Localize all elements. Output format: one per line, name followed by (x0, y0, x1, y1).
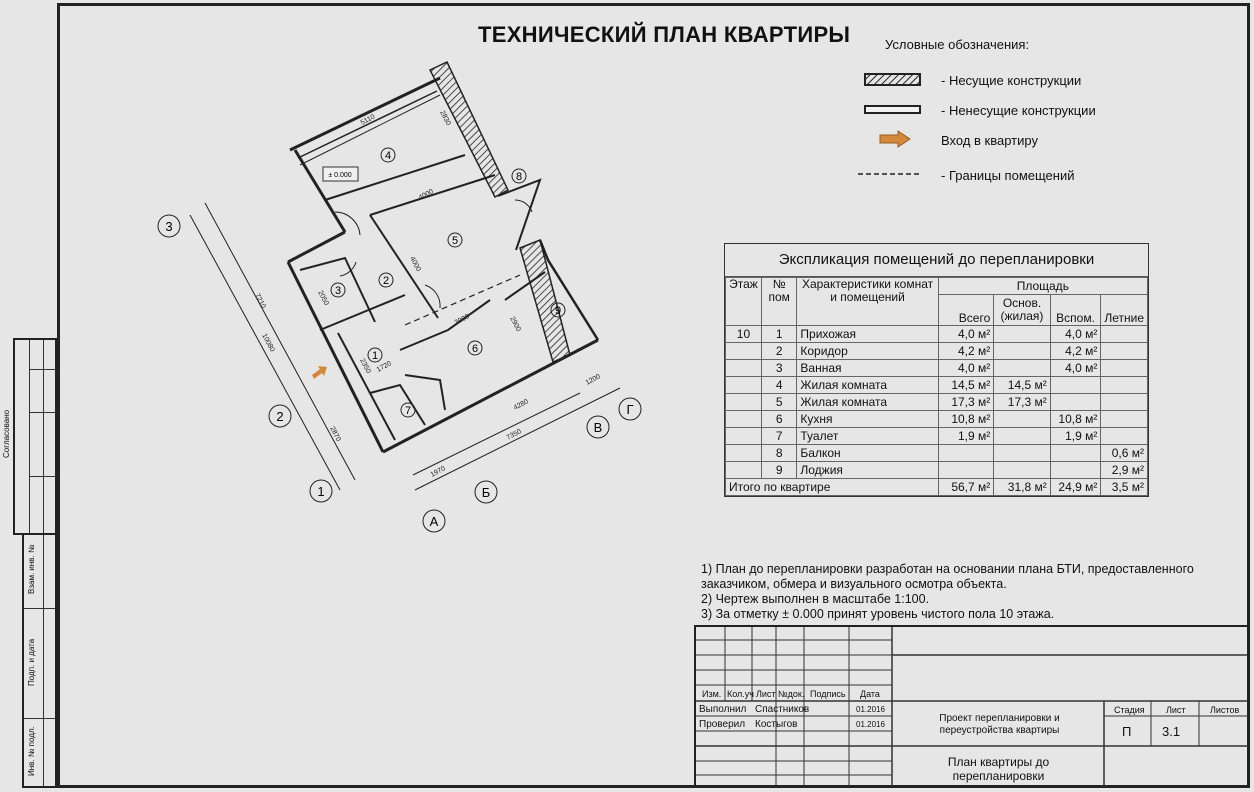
axis-marker (587, 416, 609, 438)
room-marker (381, 148, 395, 162)
cell-num: 6 (761, 411, 796, 428)
room-marker (448, 233, 462, 247)
agreed-grid (13, 338, 57, 535)
cell-summer (1101, 377, 1148, 394)
svg-text:Б: Б (481, 485, 491, 500)
explication-row (726, 343, 1148, 360)
cell-aux (1050, 377, 1101, 394)
stamp-stage: П (1122, 724, 1132, 739)
explication-row (726, 326, 1148, 343)
cell-name: Жилая комната (797, 377, 938, 394)
svg-text:7: 7 (404, 405, 412, 417)
dim-label: 1200 (584, 373, 602, 387)
svg-text:1: 1 (317, 484, 325, 499)
cell-main (994, 360, 1050, 377)
svg-text:В: В (593, 420, 603, 435)
explication-grid (725, 277, 1148, 496)
cell-summer (1101, 428, 1148, 445)
legend-entrance: Вход в квартиру (941, 133, 1038, 148)
partition-wall-symbol (864, 104, 922, 116)
cell-main: 14,5 м² (994, 377, 1050, 394)
dim-label: 4000 (417, 188, 435, 202)
dim-label: 2050 (316, 289, 330, 307)
stamp-check-label: Проверил (699, 719, 746, 730)
total-row (726, 479, 1148, 496)
col-total: Всего (938, 295, 994, 326)
cell-floor (726, 394, 762, 411)
stamp-col-sign: Подпись (810, 689, 846, 699)
cell-summer (1101, 394, 1148, 411)
axis-marker (269, 405, 291, 427)
cell-aux: 4,2 м² (1050, 343, 1101, 360)
stamp-col-doc: №док. (778, 689, 805, 699)
stamp-sheets-h: Листов (1210, 705, 1240, 715)
svg-text:5: 5 (451, 235, 459, 247)
cell-aux (1050, 445, 1101, 462)
stamp-done-label: Выполнил (699, 704, 747, 715)
cell-name: Балкон (797, 445, 938, 462)
cell-floor (726, 411, 762, 428)
stamp-check-name: Костыгов (755, 719, 798, 730)
svg-text:А: А (429, 514, 439, 529)
axis-marker (310, 480, 332, 502)
room-boundary-symbol (858, 170, 922, 178)
floor-plan (140, 55, 680, 545)
cell-main: 17,3 м² (994, 394, 1050, 411)
col-summer: Летние (1101, 295, 1148, 326)
total-main: 31,8 м² (994, 479, 1050, 496)
total-all: 56,7 м² (938, 479, 994, 496)
cell-num: 2 (761, 343, 796, 360)
explication-title: Экспликация помещений до перепланировки (725, 244, 1148, 277)
explication-row (726, 462, 1148, 479)
col-aux: Вспом. (1050, 295, 1101, 326)
col-area: Площадь (938, 278, 1147, 295)
entrance-arrow-icon (878, 130, 912, 148)
entrance-arrow-icon (312, 366, 327, 379)
notes (701, 562, 1194, 622)
agreed-label: Согласовано (2, 409, 11, 458)
note-line: 1) План до перепланировки разработан на основании плана БТИ, предоставленного (701, 562, 1194, 576)
stamp-done-date: 01.2016 (856, 705, 885, 714)
stamp-stage-h: Стадия (1114, 705, 1145, 715)
explication-row (726, 445, 1148, 462)
cell-num: 3 (761, 360, 796, 377)
stamp-done-name: Спастников (755, 704, 810, 715)
note-line: 2) Чертеж выполнен в масштабе 1:100. (701, 592, 930, 606)
stamp-col-izm: Изм. (702, 689, 722, 699)
cell-main (994, 428, 1050, 445)
cell-aux: 4,0 м² (1050, 360, 1101, 377)
total-label: Итого по квартире (726, 479, 939, 496)
legend-title: Условные обозначения: (885, 37, 1030, 52)
explication-row (726, 360, 1148, 377)
stamp-col-date: Дата (860, 689, 880, 699)
svg-text:4: 4 (384, 150, 392, 162)
cell-total (938, 462, 994, 479)
cell-num: 9 (761, 462, 796, 479)
svg-text:3: 3 (334, 285, 342, 297)
cell-floor (726, 343, 762, 360)
cell-main (994, 343, 1050, 360)
axis-marker (619, 398, 641, 420)
room-marker (379, 273, 393, 287)
room-marker (368, 348, 382, 362)
cell-aux (1050, 462, 1101, 479)
cell-name: Прихожая (797, 326, 938, 343)
cell-floor (726, 462, 762, 479)
note-line: заказчиком, обмера и визуального осмотра объекта. (701, 577, 1007, 591)
dim-label: 2870 (328, 425, 342, 443)
cell-aux: 10,8 м² (1050, 411, 1101, 428)
elevation-mark: ± 0.000 (328, 172, 352, 179)
col-desc: Характеристики комнат и помещений (797, 278, 938, 326)
legend-partition: - Ненесущие конструкции (941, 103, 1096, 118)
cell-num: 4 (761, 377, 796, 394)
cell-total: 4,0 м² (938, 360, 994, 377)
cell-name: Коридор (797, 343, 938, 360)
svg-text:8: 8 (515, 171, 523, 183)
cell-summer (1101, 411, 1148, 428)
cell-aux (1050, 394, 1101, 411)
cell-total: 4,2 м² (938, 343, 994, 360)
cell-num: 7 (761, 428, 796, 445)
total-summer: 3,5 м² (1101, 479, 1148, 496)
bearing-wall (430, 62, 508, 197)
dim-label: 1970 (429, 465, 447, 479)
axis-marker (158, 215, 180, 237)
room-marker (468, 341, 482, 355)
inv-replace-label: Взам. инв. № (27, 544, 36, 594)
cell-summer: 0,6 м² (1101, 445, 1148, 462)
axis-marker (475, 481, 497, 503)
dim-label: 4280 (512, 398, 530, 412)
explication-row (726, 377, 1148, 394)
cell-total: 4,0 м² (938, 326, 994, 343)
col-floor: Этаж (726, 278, 762, 326)
stamp-check-date: 01.2016 (856, 720, 885, 729)
col-main: Основ. (жилая) (994, 295, 1050, 326)
cell-name: Туалет (797, 428, 938, 445)
svg-text:1: 1 (371, 350, 379, 362)
cell-floor (726, 377, 762, 394)
axis-marker (423, 510, 445, 532)
dim-label: 3900 (453, 313, 471, 327)
inv-orig-label: Инв. № подл. (27, 726, 36, 776)
cell-main (994, 411, 1050, 428)
cell-summer (1101, 326, 1148, 343)
dim-label: 1720 (375, 360, 393, 374)
cell-num: 5 (761, 394, 796, 411)
cell-total: 10,8 м² (938, 411, 994, 428)
cell-num: 8 (761, 445, 796, 462)
room-marker (401, 403, 415, 417)
note-line: 3) За отметку ± 0.000 принят уровень чистого пола 10 этажа. (701, 607, 1055, 621)
dim-label: 5110 (359, 113, 377, 127)
dim-label: 2350 (358, 357, 372, 375)
cell-total: 14,5 м² (938, 377, 994, 394)
cell-name: Кухня (797, 411, 938, 428)
cell-summer (1101, 360, 1148, 377)
room-marker (331, 283, 345, 297)
cell-name: Лоджия (797, 462, 938, 479)
dim-label: 7350 (505, 428, 523, 442)
page-title: ТЕХНИЧЕСКИЙ ПЛАН КВАРТИРЫ (478, 22, 851, 47)
bearing-wall-symbol (864, 73, 922, 87)
cell-floor (726, 445, 762, 462)
dim-label: 7210 (253, 292, 267, 310)
room-marker (512, 169, 526, 183)
svg-text:2: 2 (276, 409, 284, 424)
cell-floor (726, 428, 762, 445)
dim-label: 10080 (260, 332, 276, 354)
legend-boundary: - Границы помещений (941, 168, 1075, 183)
stamp-col-kol: Кол.уч (727, 689, 754, 699)
cell-num: 1 (761, 326, 796, 343)
explication-row (726, 411, 1148, 428)
svg-text:9: 9 (554, 305, 562, 317)
dim-label: 2830 (438, 109, 452, 127)
cell-main (994, 445, 1050, 462)
cell-total: 17,3 м² (938, 394, 994, 411)
stamp-col-list: Лист (756, 689, 776, 699)
total-aux: 24,9 м² (1050, 479, 1101, 496)
cell-aux: 4,0 м² (1050, 326, 1101, 343)
explication-row (726, 394, 1148, 411)
sign-date-label: Подп. и дата (27, 638, 36, 686)
dim-label: 4000 (408, 255, 422, 273)
title-block (694, 625, 1250, 788)
stamp-project: Проект перепланировки и переустройства квартиры (939, 713, 1060, 736)
cell-name: Жилая комната (797, 394, 938, 411)
bearing-wall (520, 240, 570, 362)
dim-label: 2900 (508, 315, 522, 333)
cell-summer (1101, 343, 1148, 360)
stamp-sheet: 3.1 (1162, 724, 1181, 739)
stamp-sheet-h: Лист (1166, 705, 1186, 715)
cell-total (938, 445, 994, 462)
svg-text:3: 3 (165, 219, 173, 234)
cell-main (994, 462, 1050, 479)
cell-floor (726, 360, 762, 377)
cell-total: 1,9 м² (938, 428, 994, 445)
legend-bearing: - Несущие конструкции (941, 73, 1082, 88)
svg-text:6: 6 (471, 343, 479, 355)
cell-floor: 10 (726, 326, 762, 343)
cell-summer: 2,9 м² (1101, 462, 1148, 479)
explication-table (724, 243, 1149, 497)
cell-aux: 1,9 м² (1050, 428, 1101, 445)
cell-main (994, 326, 1050, 343)
col-num: № пом (761, 278, 796, 326)
cell-name: Ванная (797, 360, 938, 377)
svg-text:Г: Г (626, 402, 634, 417)
svg-text:2: 2 (382, 275, 390, 287)
stamp-drawing-name: План квартиры до перепланировки (947, 755, 1050, 783)
explication-row (726, 428, 1148, 445)
